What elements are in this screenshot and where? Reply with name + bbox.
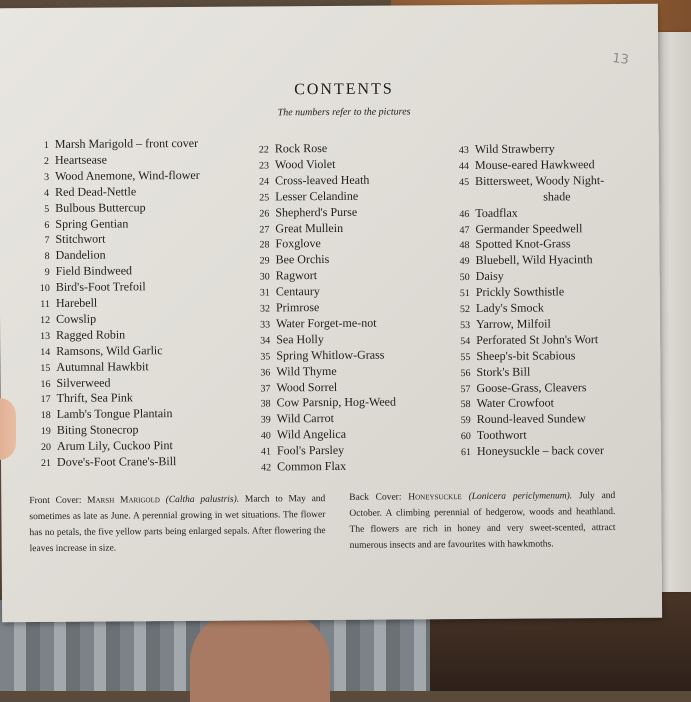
entry-name: Lamb's Tongue Plantain <box>56 406 173 422</box>
entry-name: Silverweed <box>56 375 111 390</box>
contents-entry <box>451 396 554 412</box>
entry-name: Sea Holly <box>276 331 324 347</box>
entry-name: Wild Angelica <box>276 427 347 442</box>
entry-name: Red Dead-Nettle <box>55 184 137 199</box>
back-cover-plant: Honeysuckle <box>408 492 462 503</box>
contents-entry <box>250 364 336 380</box>
entry-name: Centaury <box>275 284 320 299</box>
entry-number: 21 <box>41 457 52 470</box>
contents-entry <box>30 327 125 343</box>
entry-name: Germander Speedwell <box>475 220 583 236</box>
contents-column-3 <box>449 141 659 459</box>
contents-entry <box>30 248 106 264</box>
entry-number: 24 <box>259 176 270 188</box>
contents-entry <box>251 443 344 459</box>
entry-name: Bluebell, Wild Hyacinth <box>475 252 593 268</box>
contents-entry <box>29 184 136 200</box>
entry-name: Prickly Sowthistle <box>475 284 565 300</box>
entry-number: 17 <box>40 394 51 406</box>
front-cover-plant: Marsh Marigold <box>87 495 160 506</box>
contents-entry <box>250 300 319 315</box>
entry-name: Wood Violet <box>274 156 336 172</box>
entry-name: Autumnal Hawkbit <box>56 358 149 374</box>
contents-entry <box>250 284 320 299</box>
contents-column-2 <box>249 140 449 474</box>
back-cover-latin: (Lonicera periclymenum). <box>468 491 573 503</box>
entry-number: 31 <box>259 287 270 299</box>
entry-name: Wood Sorrel <box>276 379 338 394</box>
back-cover-note <box>349 488 615 554</box>
contents-entry <box>249 141 327 157</box>
contents-entry <box>449 141 555 157</box>
contents-entry <box>29 136 198 152</box>
contents-entry <box>30 279 146 295</box>
page-subtitle: The numbers refer to the pictures <box>277 106 411 119</box>
contents-entry <box>30 375 110 391</box>
contents-entry <box>451 443 604 459</box>
contents-entry <box>251 395 396 411</box>
contents-entry <box>30 312 96 327</box>
contents-entry <box>450 364 530 380</box>
entry-number: 41 <box>260 446 272 458</box>
contents-entry <box>251 459 346 475</box>
entry-number: 34 <box>260 335 271 347</box>
pencil-margin-note: 13 <box>611 50 630 68</box>
entry-number: 40 <box>260 430 271 442</box>
contents-entry <box>249 188 358 204</box>
entry-name: Dove's-Foot Crane's-Bill <box>56 454 177 469</box>
entry-number: 61 <box>460 447 472 459</box>
contents-entry <box>29 216 128 232</box>
entry-number: 52 <box>459 304 471 316</box>
entry-number: 25 <box>259 192 270 204</box>
entry-number: 56 <box>460 367 471 379</box>
entry-name: Harebell <box>55 295 98 310</box>
entry-name: Bird's-Foot Trefoil <box>55 279 146 295</box>
front-cover-note <box>29 491 325 557</box>
entry-name: Yarrow, Milfoil <box>476 316 551 331</box>
contents-entry <box>450 301 544 317</box>
contents-entry <box>249 204 357 220</box>
book-page <box>0 4 662 623</box>
contents-entry <box>249 157 336 173</box>
entry-number: 46 <box>459 208 470 220</box>
entry-name: Wild Thyme <box>276 363 337 378</box>
contents-column-1 <box>29 135 249 470</box>
hand-holding-book <box>190 612 330 702</box>
entry-number: 38 <box>260 398 271 410</box>
entry-number: 6 <box>44 219 50 231</box>
entry-name: Foxglove <box>275 236 321 251</box>
entry-name: Ramsons, Wild Garlic <box>56 342 163 358</box>
entry-name: Wild Strawberry <box>474 141 555 156</box>
entry-number: 35 <box>260 351 271 363</box>
contents-entry <box>30 296 97 311</box>
page-title: CONTENTS <box>294 80 394 99</box>
entry-number: 11 <box>40 298 50 311</box>
contents-entry <box>251 411 334 427</box>
entry-name: Lady's Smock <box>475 300 544 315</box>
entry-name: Goose-Grass, Cleavers <box>476 379 587 395</box>
entry-name: Stork's Bill <box>476 364 531 379</box>
entry-name: Biting Stonecrop <box>56 422 139 438</box>
contents-entry <box>449 173 604 189</box>
entry-number: 44 <box>458 160 470 172</box>
contents-entry <box>450 269 504 284</box>
entry-name: Stitchwort <box>55 231 106 247</box>
entry-name: Sheep's-bit Scabious <box>476 347 576 363</box>
entry-number: 16 <box>40 378 51 390</box>
contents-entry <box>250 379 337 395</box>
entry-number: 8 <box>44 251 50 263</box>
entry-name: Ragwort <box>275 268 318 283</box>
entry-number: 59 <box>460 415 471 427</box>
entry-name: Bittersweet, Woody Night- <box>475 172 605 188</box>
entry-number: 49 <box>459 256 470 268</box>
contents-entry <box>249 220 343 236</box>
entry-number: 48 <box>459 240 470 252</box>
entry-number: 29 <box>259 255 270 267</box>
entry-name: Perforated St John's Wort <box>476 331 599 347</box>
entry-name: Field Bindweed <box>55 263 133 279</box>
contents-entry <box>29 232 105 248</box>
front-cover-latin: (Caltha palustris). <box>165 494 240 506</box>
entry-number: 36 <box>260 367 271 379</box>
entry-name: Wood Anemone, Wind-flower <box>54 167 200 183</box>
entry-name: Water Crowfoot <box>476 395 555 411</box>
entry-name: Dandelion <box>55 247 106 263</box>
entry-name: Bulbous Buttercup <box>55 199 146 215</box>
entry-name: Lesser Celandine <box>275 188 359 204</box>
contents-entry <box>251 427 346 443</box>
entry-continuation: shade <box>543 189 571 204</box>
entry-number: 27 <box>259 223 270 235</box>
entry-name: Mouse-eared Hawkweed <box>474 157 595 172</box>
entry-number: 23 <box>258 160 270 172</box>
contents-entry <box>450 284 564 300</box>
contents-entry <box>451 428 527 444</box>
entry-name: Great Mullein <box>275 220 344 235</box>
entry-number: 9 <box>44 267 50 279</box>
entry-number: 26 <box>259 208 270 220</box>
entry-name: Spring Gentian <box>55 215 129 231</box>
contents-entry <box>29 200 145 216</box>
entry-number: 58 <box>460 399 471 411</box>
entry-number: 53 <box>460 319 471 331</box>
entry-name: Wild Carrot <box>276 411 334 426</box>
entry-name: Rock Rose <box>274 141 328 156</box>
entry-name: Spotted Knot-Grass <box>475 236 571 252</box>
entry-name: Cowslip <box>55 311 97 326</box>
contents-entry <box>30 264 132 280</box>
entry-name: Honeysuckle – back cover <box>476 443 604 459</box>
contents-entry <box>30 359 148 375</box>
entry-name: Marsh Marigold – front cover <box>54 135 199 151</box>
contents-entry <box>250 252 330 268</box>
entry-number: 50 <box>459 272 470 284</box>
entry-number: 42 <box>261 462 272 474</box>
entry-number: 51 <box>459 288 470 300</box>
entry-number: 12 <box>40 314 51 326</box>
entry-number: 33 <box>260 319 271 331</box>
contents-entry <box>250 316 377 332</box>
entry-name: Water Forget-me-not <box>276 315 377 331</box>
contents-entry <box>450 316 551 332</box>
entry-number: 22 <box>258 144 269 156</box>
entry-number: 45 <box>459 176 470 188</box>
contents-entry <box>249 236 320 251</box>
entry-name: Heartsease <box>54 152 107 167</box>
contents-entry <box>31 438 173 454</box>
entry-number: 7 <box>44 235 50 247</box>
contents-entry <box>450 348 575 364</box>
entry-number: 47 <box>459 224 470 236</box>
contents-entry <box>451 412 586 428</box>
entry-name: Cow Parsnip, Hog-Weed <box>276 394 397 410</box>
entry-number: 30 <box>259 271 270 283</box>
entry-name: Cross-leaved Heath <box>275 172 370 188</box>
entry-name: Thrift, Sea Pink <box>56 390 133 406</box>
entry-number: 5 <box>44 203 50 215</box>
contents-entry <box>449 157 595 173</box>
contents-entry <box>29 168 200 184</box>
contents-entry <box>249 173 369 189</box>
entry-name: Primrose <box>275 300 320 315</box>
entry-number: 19 <box>40 426 51 438</box>
entry-number: 4 <box>44 187 50 199</box>
entry-number: 20 <box>40 442 51 454</box>
entry-number: 13 <box>40 330 51 342</box>
entry-number: 3 <box>44 171 50 183</box>
entry-number: 39 <box>260 414 271 426</box>
entry-number: 55 <box>460 351 471 363</box>
front-cover-label: Front Cover: <box>29 495 82 507</box>
entry-name: Toadflax <box>475 205 518 220</box>
contents-entry <box>449 205 518 220</box>
contents-entry <box>450 332 598 348</box>
entry-name: Spring Whitlow-Grass <box>276 347 385 363</box>
back-cover-label: Back Cover: <box>349 492 402 503</box>
entry-number: 43 <box>458 145 469 157</box>
contents-entry <box>250 268 317 283</box>
contents-entry <box>31 406 173 422</box>
thumb <box>0 398 16 460</box>
entry-name: Shepherd's Purse <box>275 204 358 219</box>
entry-name: Common Flax <box>277 458 347 474</box>
contents-entry <box>450 380 586 396</box>
entry-name: Bee Orchis <box>275 252 330 267</box>
entry-name: Ragged Robin <box>56 327 126 342</box>
contents-entry <box>450 252 593 268</box>
entry-number: 54 <box>460 335 471 347</box>
contents-entry <box>31 423 139 439</box>
entry-number: 32 <box>259 303 271 315</box>
entry-number: 37 <box>260 382 271 394</box>
entry-number: 28 <box>259 239 270 251</box>
contents-entry <box>449 237 570 253</box>
entry-number: 60 <box>460 431 471 443</box>
entry-name: Toothwort <box>476 427 527 443</box>
contents-entry <box>250 347 384 363</box>
entry-number: 18 <box>40 410 51 422</box>
contents-entry <box>449 221 582 237</box>
contents-entry <box>29 152 107 168</box>
front-cover-text: March to May and sometimes as late as June. A perennial growing in wet situations. The flower has no petals, the five yellow parts being enlarged sepals. After flowering the leaves increase in size. <box>29 494 326 555</box>
entry-name: Daisy <box>475 268 504 284</box>
entry-number: 15 <box>40 362 51 374</box>
entry-number: 57 <box>460 383 471 395</box>
entry-name: Fool's Parsley <box>276 442 345 458</box>
entry-number: 14 <box>40 346 51 358</box>
contents-entry <box>250 332 324 348</box>
back-cover-text: July and October. A climbing perennial of hedgerow, woods and heathland. The flowers are rich in honey and very sweet-scented, attract numerous insects and are favourites with hawkmoths. <box>349 491 616 551</box>
entry-number: 10 <box>39 283 50 295</box>
contents-entry <box>31 391 133 407</box>
contents-entry <box>31 454 176 470</box>
entry-name: Round-leaved Sundew <box>476 411 586 427</box>
contents-entry <box>30 343 162 359</box>
entry-number: 1 <box>43 139 49 151</box>
entry-number: 2 <box>43 155 49 167</box>
entry-name: Arum Lily, Cuckoo Pint <box>56 438 173 454</box>
